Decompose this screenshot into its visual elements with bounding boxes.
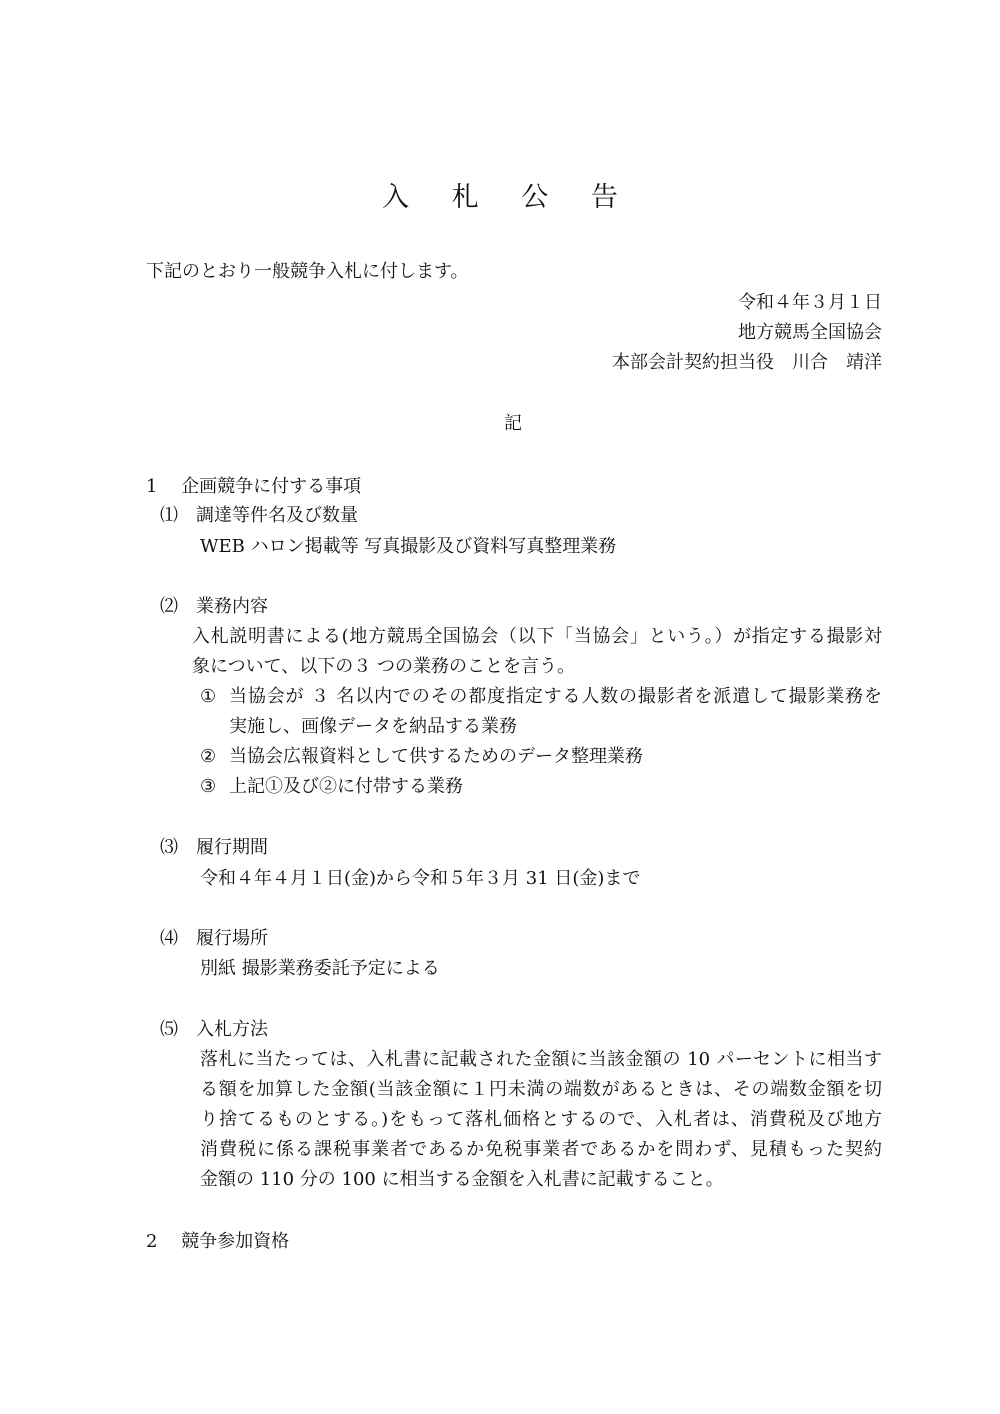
announcement-date: 令和４年３月１日 — [738, 292, 882, 313]
item-4-line: 別紙 撮影業務委託予定による — [200, 958, 440, 979]
official-name: 本部会計契約担当役 川合 靖洋 — [612, 352, 882, 373]
item-2-line: 入札説明書による(地方競馬全国協会（以下「当協会」という。）が指定する撮影対 — [192, 626, 882, 647]
subitem-1-line: 当協会が ３ 名以内でのその都度指定する人数の撮影者を派遣して撮影業務を — [229, 686, 882, 707]
item-5-line: り捨てるものとする。)をもって落札価格とするので、入札者は、消費税及び地方 — [200, 1109, 882, 1130]
subitem-1-line: 実施し、画像データを納品する業務 — [229, 716, 517, 737]
organization-name: 地方競馬全国協会 — [738, 322, 882, 343]
item-1-label: ⑴ 調達等件名及び数量 — [160, 505, 358, 526]
section-2-heading: 2 競争参加資格 — [146, 1231, 290, 1252]
subitem-2-number: ② — [200, 746, 217, 767]
item-5-label: ⑸ 入札方法 — [160, 1019, 268, 1040]
item-1-line: WEB ハロン掲載等 写真撮影及び資料写真整理業務 — [200, 536, 617, 557]
item-5-line: 落札に当たっては、入札書に記載された金額に当該金額の 10 パーセントに相当す — [200, 1049, 882, 1070]
section-1-heading: 1 企画競争に付する事項 — [146, 476, 362, 497]
subitem-3-line: 上記①及び②に付帯する業務 — [229, 776, 463, 797]
item-2-line: 象について、以下の３ つの業務のことを言う。 — [192, 656, 575, 677]
item-5-line: 金額の 110 分の 100 に相当する金額を入札書に記載すること。 — [200, 1169, 724, 1190]
subitem-2-line: 当協会広報資料として供するためのデータ整理業務 — [229, 746, 643, 767]
subitem-3-number: ③ — [200, 776, 217, 797]
subitem-1-number: ① — [200, 686, 217, 707]
ki-heading: 記 — [504, 413, 522, 434]
intro-text: 下記のとおり一般競争入札に付します。 — [146, 261, 469, 282]
item-5-line: る額を加算した金額(当該金額に１円未満の端数があるときは、その端数金額を切 — [200, 1079, 882, 1100]
item-4-label: ⑷ 履行場所 — [160, 928, 268, 949]
item-5-line: 消費税に係る課税事業者であるか免税事業者であるかを問わず、見積もった契約 — [200, 1139, 882, 1160]
item-3-label: ⑶ 履行期間 — [160, 837, 268, 858]
page-title: 入 札 公 告 — [382, 182, 635, 213]
item-3-line: 令和４年４月１日(金)から令和５年３月 31 日(金)まで — [200, 868, 641, 889]
item-2-label: ⑵ 業務内容 — [160, 596, 268, 617]
